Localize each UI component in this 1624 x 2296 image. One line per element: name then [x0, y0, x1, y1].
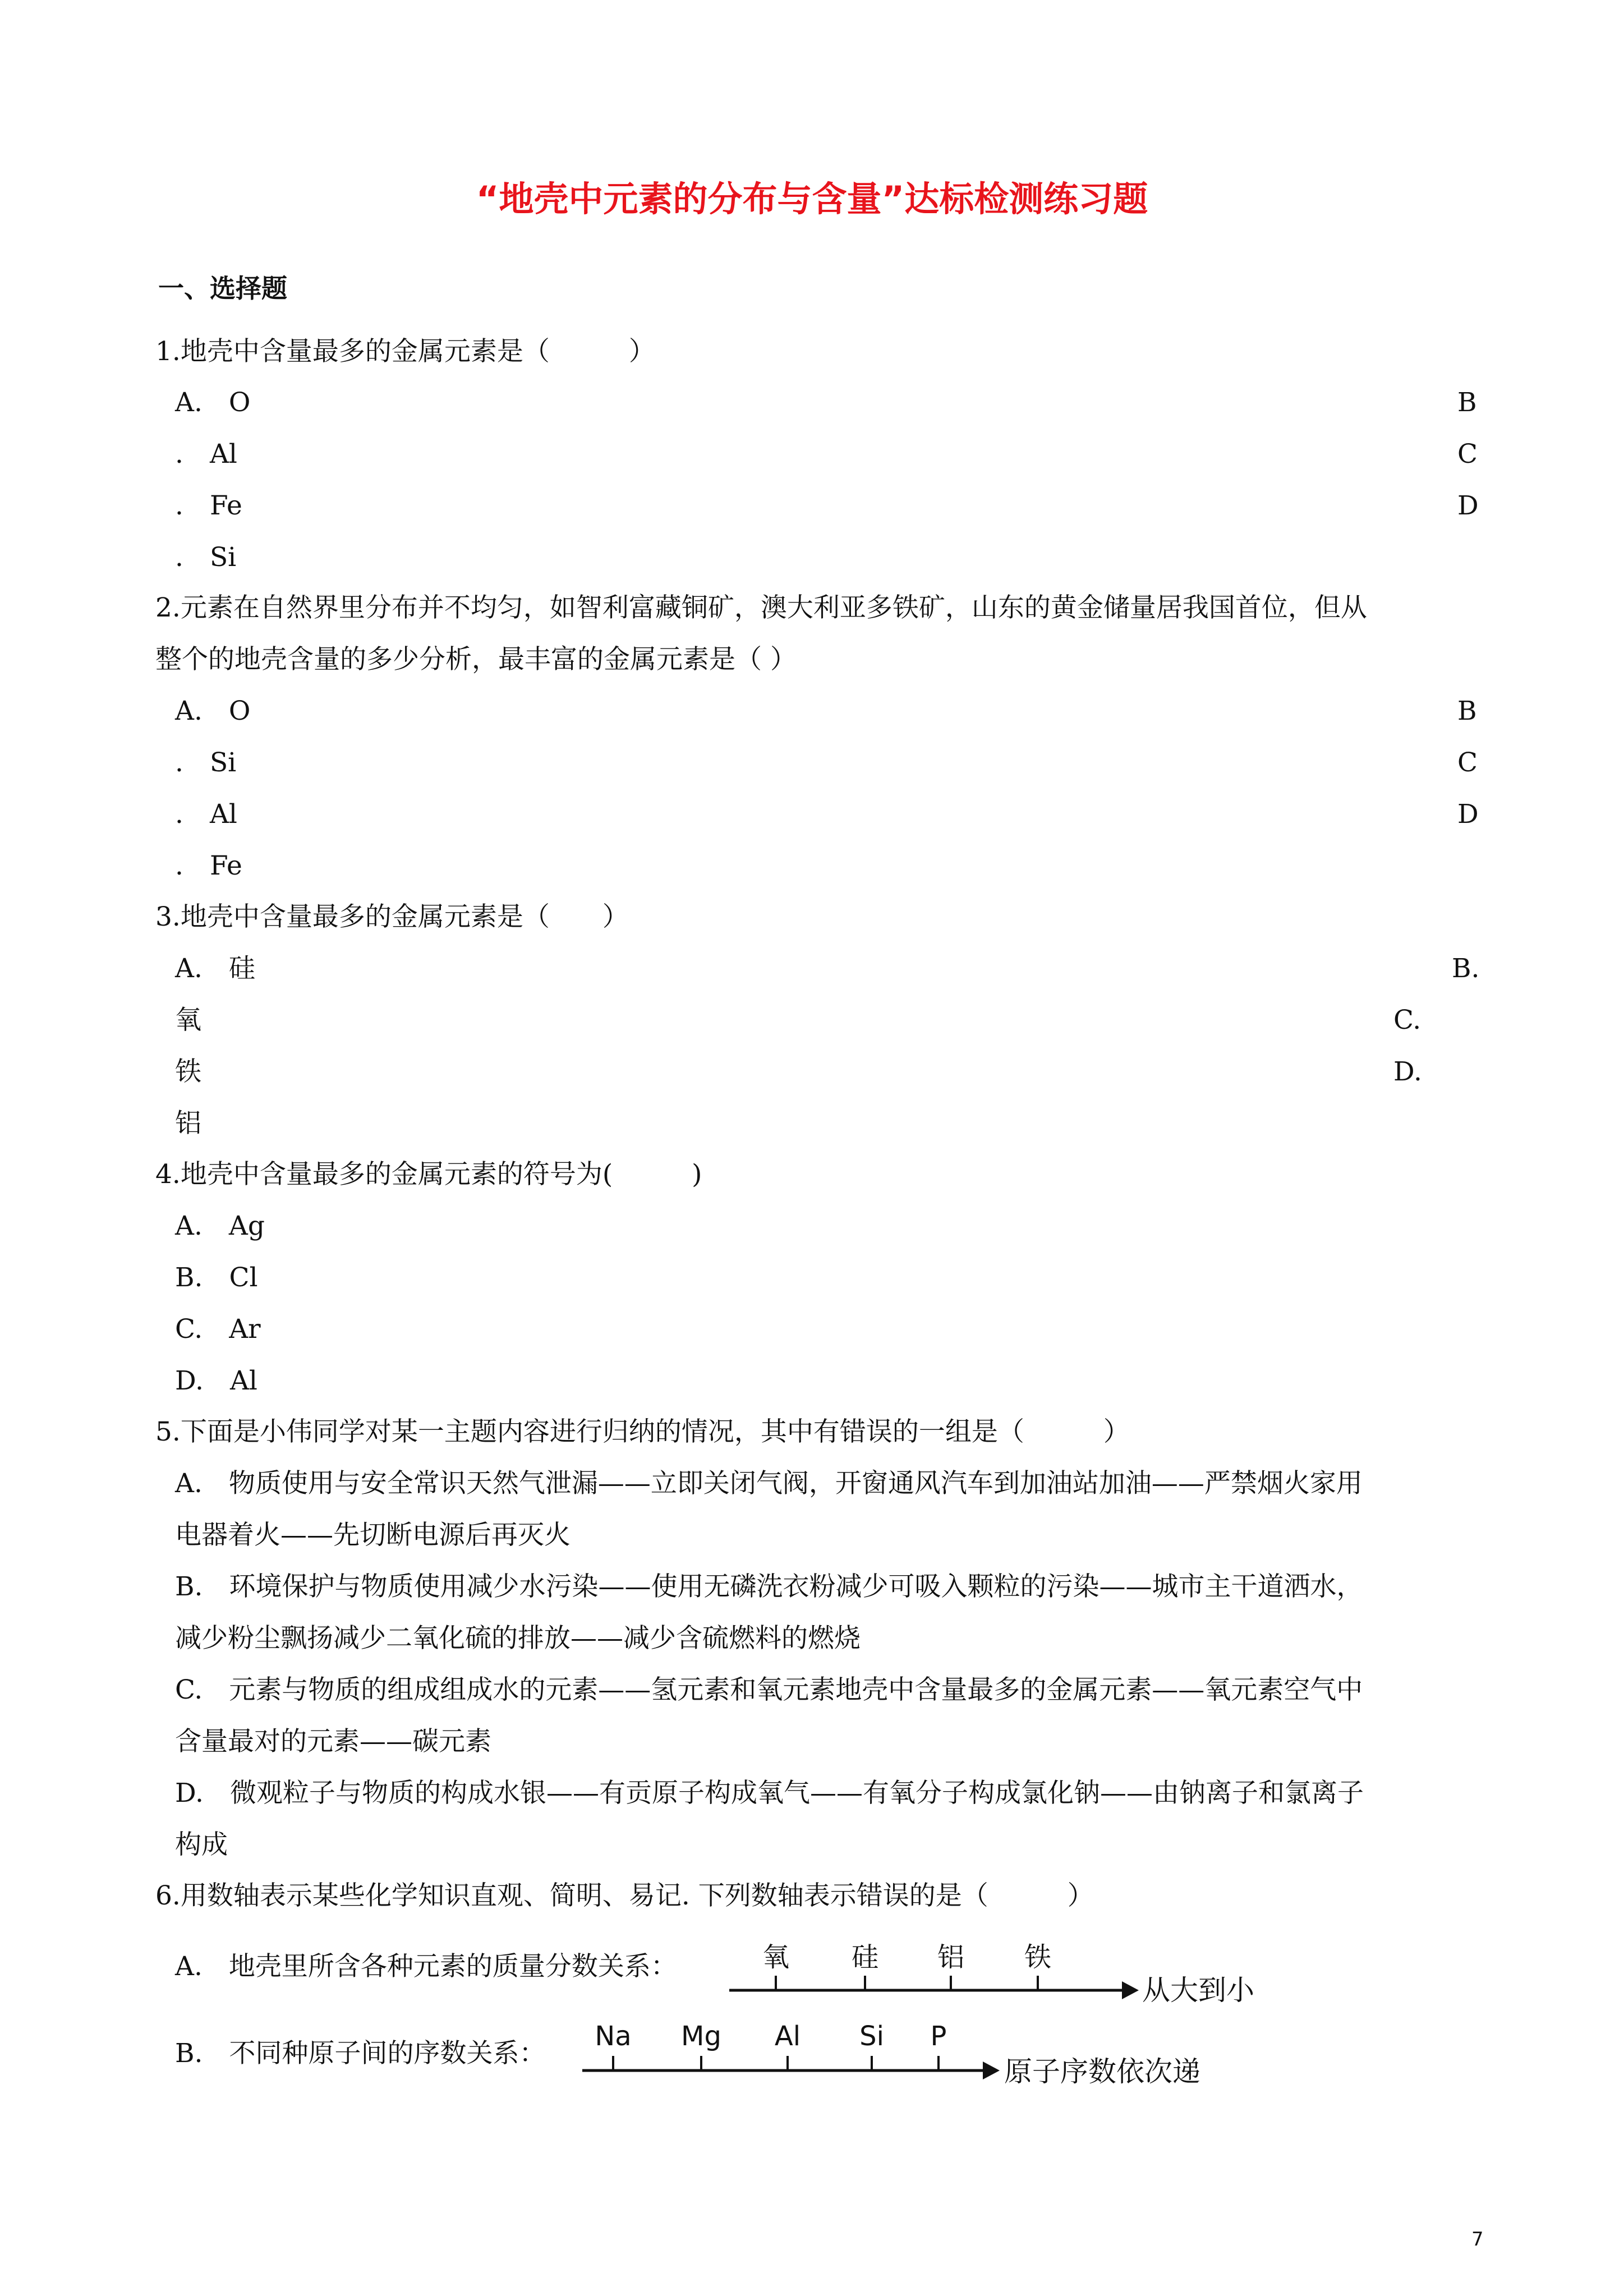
question-2-option-d-letter: D	[1457, 799, 1479, 830]
axis-a-arrow-label: 从大到小	[1142, 1974, 1254, 2007]
question-1-option-a: A. O	[175, 387, 251, 418]
question-5-option-a-line2: 电器着火——先切断电源后再灭火	[175, 1520, 571, 1550]
question-3-option-c-letter: C.	[1393, 1005, 1421, 1036]
axis-b-tick-label-1: Na	[595, 2021, 632, 2052]
axis-a-tick-label-4: 铁	[1024, 1941, 1052, 1973]
question-4-option-c: C. Ar	[175, 1314, 261, 1345]
axis-a-tick-label-2: 硅	[851, 1941, 879, 1973]
question-1-option-b-letter: B	[1457, 387, 1477, 418]
question-2-stem-line2: 整个的地壳含量的多少分析，最丰富的金属元素是（ ）	[155, 644, 797, 675]
axis-b-arrowhead	[983, 2062, 1000, 2079]
question-3-option-b: 氧	[175, 1005, 201, 1036]
question-3-stem: 3.地壳中含量最多的金属元素是（ ）	[155, 901, 629, 932]
question-2-option-a: A. O	[175, 696, 251, 726]
question-6-option-b-label: B. 不同种原子间的序数关系：	[175, 2038, 546, 2069]
question-2-option-d: . Fe	[175, 850, 242, 881]
question-2-option-c-letter: C	[1457, 747, 1478, 778]
question-1-option-d-letter: D	[1457, 490, 1479, 521]
question-5-option-b-line2: 减少粉尘飘扬减少二氧化硫的排放——减少含硫燃料的燃烧	[175, 1623, 861, 1654]
question-1-option-c-letter: C	[1457, 439, 1478, 470]
question-2-stem-line1: 2.元素在自然界里分布并不均匀，如智利富藏铜矿，澳大利亚多铁矿，山东的黄金储量居我国首位，但从	[155, 592, 1367, 623]
question-4-stem: 4.地壳中含量最多的金属元素的符号为( )	[155, 1159, 702, 1190]
axis-b-arrow-label: 原子序数依次递	[1004, 2055, 1200, 2088]
axis-a-tick-label-1: 氧	[762, 1941, 790, 1973]
question-4-option-a: A. Ag	[175, 1211, 265, 1241]
question-3-option-b-letter: B.	[1452, 953, 1480, 984]
question-5-option-a-line1: A. 物质使用与安全常识天然气泄漏——立即关闭气阀，开窗通风汽车到加油站加油——严禁烟火家用	[175, 1468, 1363, 1499]
question-3-option-c: 铁	[175, 1056, 201, 1087]
axis-b-tick-label-3: Al	[774, 2021, 801, 2052]
question-5-stem: 5.下面是小伟同学对某一主题内容进行归纳的情况，其中有错误的一组是（ ）	[155, 1416, 1130, 1447]
question-1-option-c: . Fe	[175, 490, 242, 521]
question-3-option-a: A. 硅	[175, 953, 255, 984]
question-3-option-d: 铝	[175, 1108, 201, 1139]
question-1-option-d: . Si	[175, 542, 237, 573]
question-5-option-c-line1: C. 元素与物质的组成组成水的元素——氢元素和氧元素地壳中含量最多的金属元素——氧元素空气中	[175, 1674, 1363, 1705]
question-5-option-d-line2: 构成	[175, 1829, 228, 1860]
question-2-option-b-letter: B	[1457, 696, 1477, 726]
question-3-option-d-letter: D.	[1393, 1056, 1422, 1087]
page-number: 7	[1471, 2228, 1484, 2251]
section-heading: 一、选择题	[158, 273, 287, 303]
axis-b-tick-label-2: Mg	[681, 2021, 721, 2052]
question-4-option-b: B. Cl	[175, 1262, 258, 1293]
question-4-option-d: D. Al	[175, 1365, 257, 1396]
question-1-stem: 1.地壳中含量最多的金属元素是（ ）	[155, 336, 655, 367]
question-2-option-b: . Si	[175, 747, 237, 778]
axis-a-tick-label-3: 铝	[937, 1941, 965, 1973]
axis-a-arrowhead	[1122, 1981, 1139, 1999]
axis-b-tick-label-5: P	[930, 2021, 947, 2052]
question-5-option-d-line1: D. 微观粒子与物质的构成水银——有贡原子构成氧气——有氧分子构成氯化钠——由钠离子和氯离子	[175, 1778, 1364, 1809]
page-title: “地壳中元素的分布与含量”达标检测练习题	[476, 178, 1148, 219]
question-1-option-b: . Al	[175, 439, 237, 470]
question-5-option-c-line2: 含量最对的元素——碳元素	[175, 1726, 491, 1757]
question-2-option-c: . Al	[175, 799, 237, 830]
question-5-option-b-line1: B. 环境保护与物质使用减少水污染——使用无磷洗衣粉减少可吸入颗粒的污染——城市主干道洒水，	[175, 1571, 1363, 1602]
question-6-stem: 6.用数轴表示某些化学知识直观、简明、易记. 下列数轴表示错误的是（ ）	[155, 1880, 1094, 1911]
question-6-option-a-label: A. 地壳里所含各种元素的质量分数关系：	[175, 1951, 677, 1982]
axis-b-tick-label-4: Si	[859, 2021, 884, 2052]
